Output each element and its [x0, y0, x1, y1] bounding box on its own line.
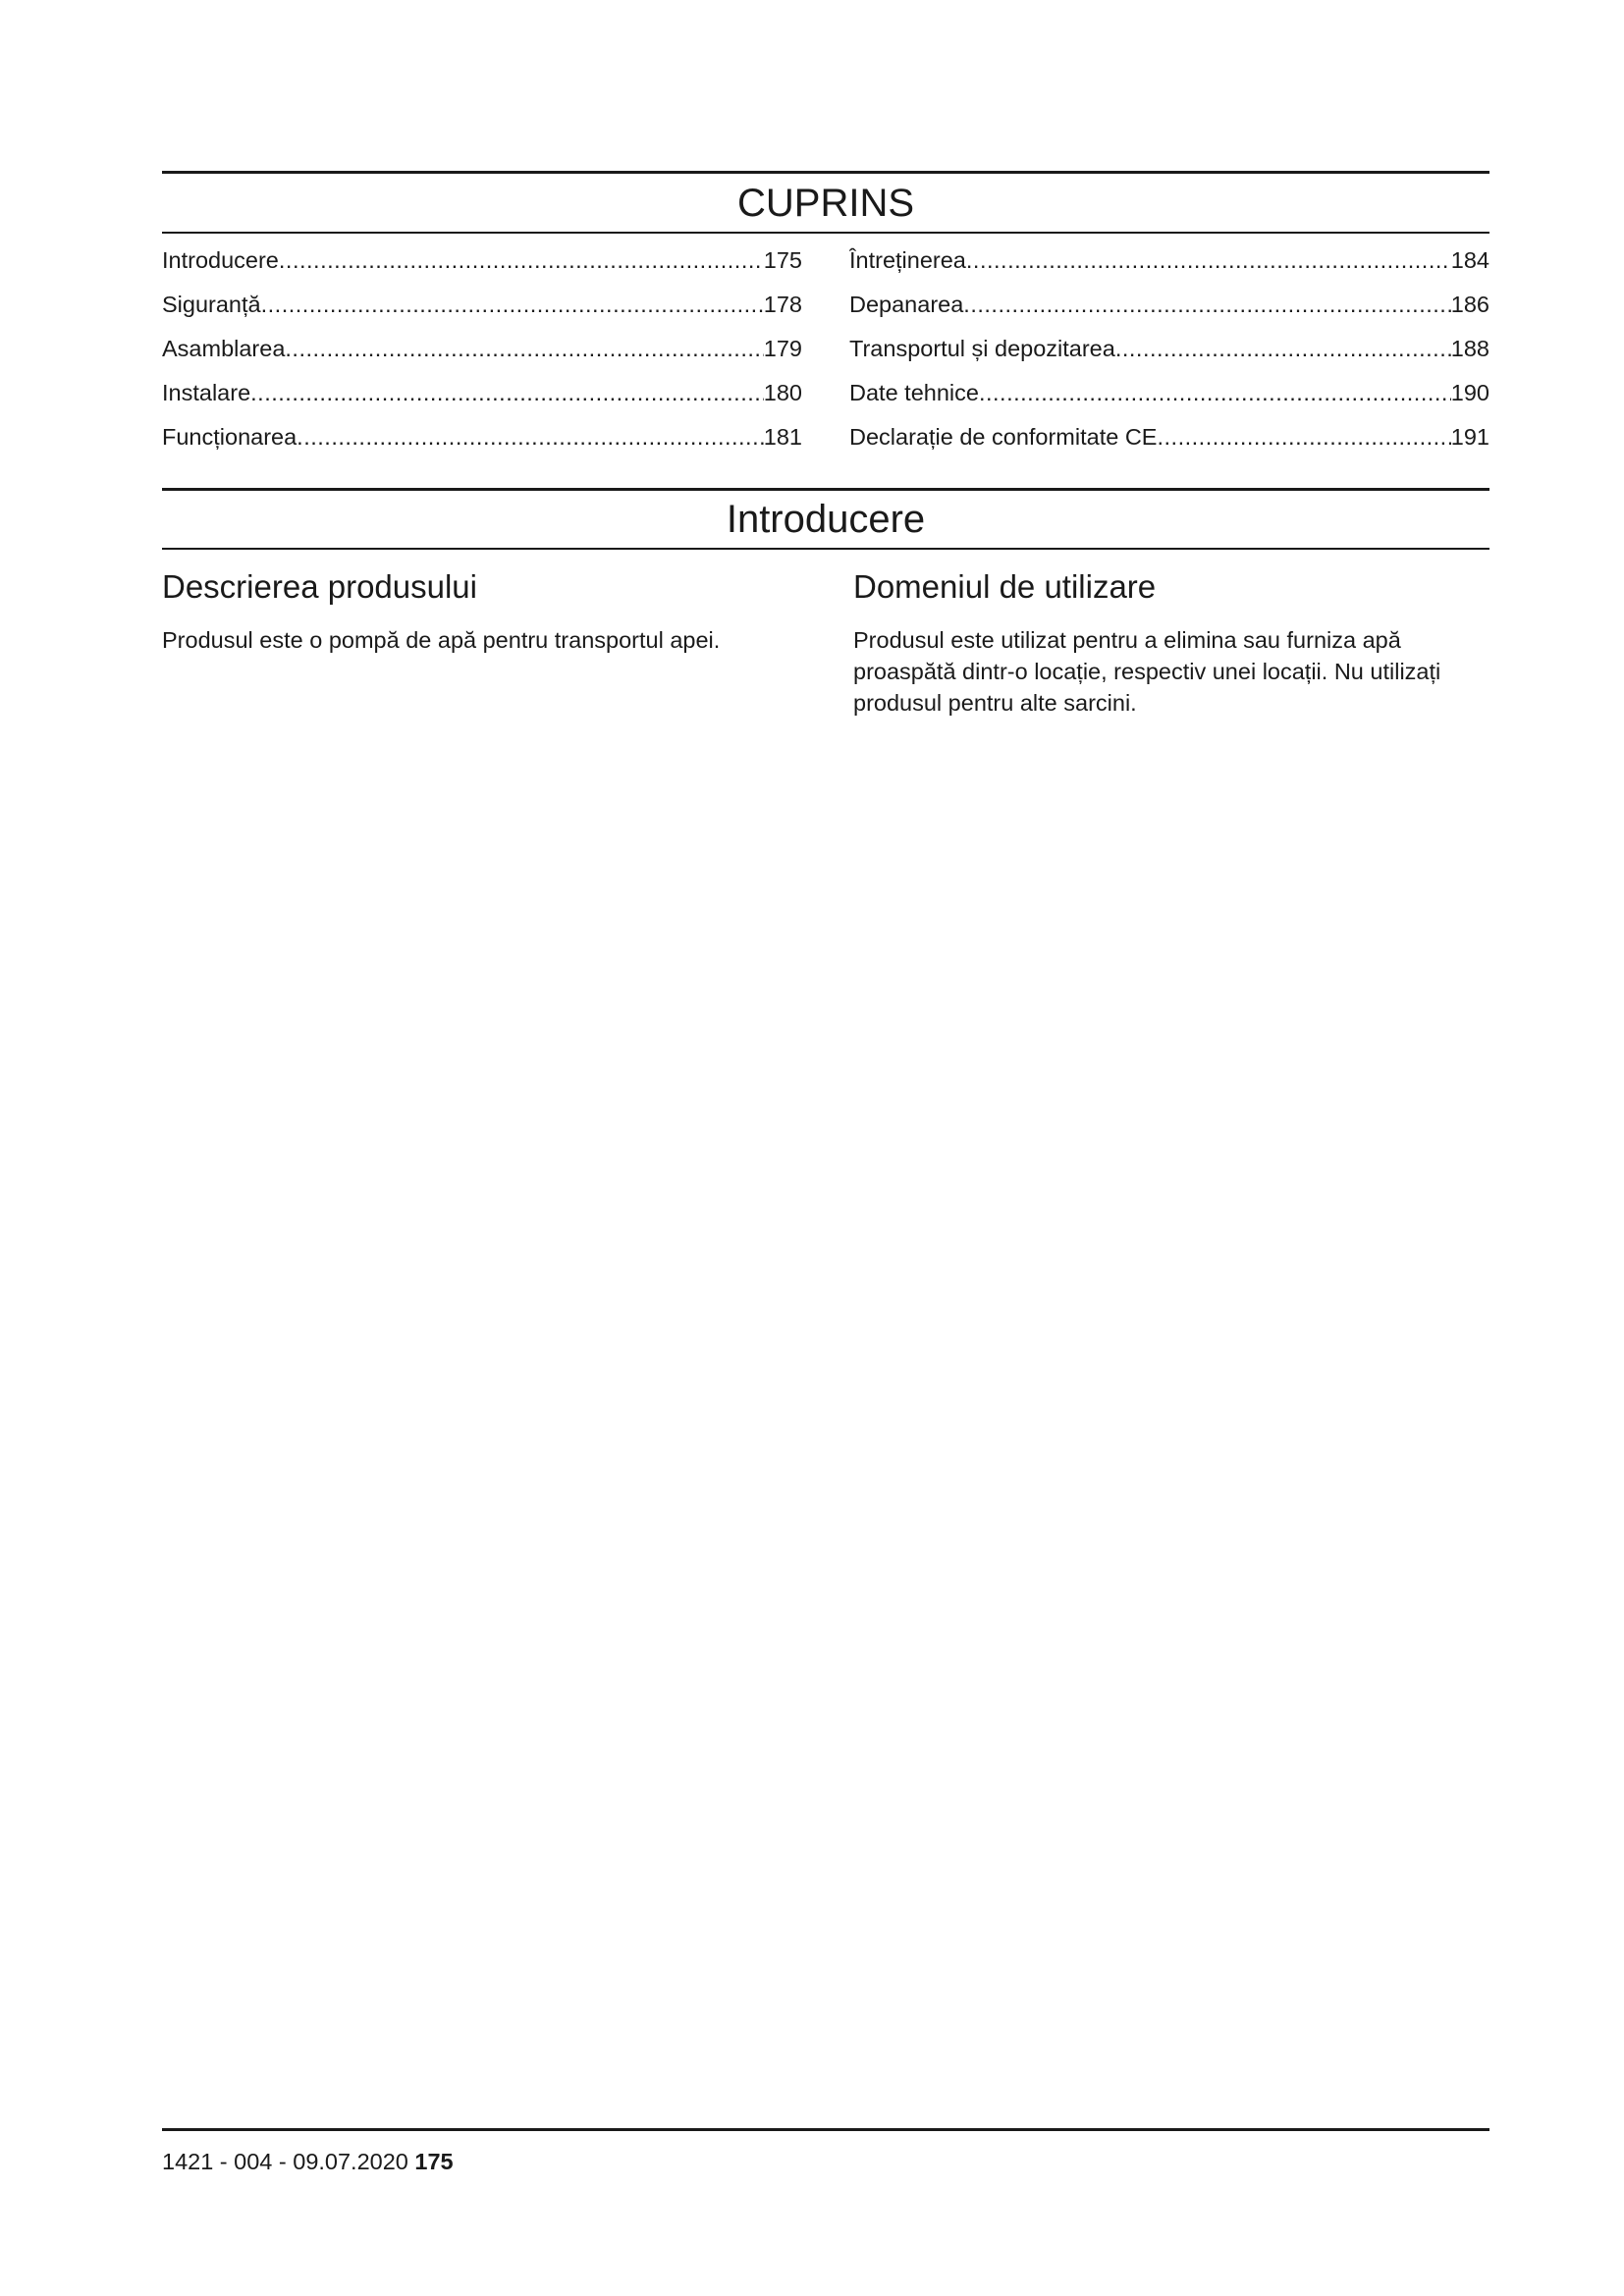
toc-leader-dots — [285, 334, 763, 363]
intro-title: Introducere — [726, 498, 926, 541]
intro-top-rule — [162, 488, 1489, 491]
toc-entry-page: 179 — [763, 336, 802, 361]
toc-entry-instalare[interactable] — [162, 378, 802, 422]
toc-entry-label: Asamblarea — [162, 336, 286, 361]
footer-rule — [162, 2128, 1489, 2131]
toc-leader-dots — [261, 290, 764, 319]
toc-leader-dots — [250, 378, 764, 407]
toc-entry-label: Depanarea — [849, 292, 964, 317]
toc-entry-depanarea[interactable] — [849, 290, 1489, 334]
toc-entry-date-tehnice[interactable] — [849, 378, 1489, 422]
table-of-contents — [162, 245, 1489, 466]
toc-entry-page: 184 — [1450, 247, 1489, 273]
toc-bottom-rule — [162, 232, 1489, 234]
product-description-text: Produsul este o pompă de apă pentru transportul apei. — [162, 627, 721, 653]
toc-entry-siguranta[interactable] — [162, 290, 802, 334]
toc-entry-transportul[interactable] — [849, 334, 1489, 378]
product-description-section — [162, 567, 810, 656]
toc-entry-page: 180 — [763, 380, 802, 405]
toc-entry-label: Introducere — [162, 247, 279, 273]
toc-entry-label: Transportul și depozitarea — [849, 336, 1115, 361]
toc-entry-label: Date tehnice — [849, 380, 979, 405]
toc-entry-declaratie[interactable] — [849, 422, 1489, 466]
toc-leader-dots — [1157, 422, 1450, 452]
toc-entry-intretinerea[interactable] — [849, 245, 1489, 290]
document-page — [162, 0, 1489, 2296]
toc-left-column — [162, 245, 802, 466]
intended-use-section — [853, 567, 1501, 719]
toc-entry-label: Funcționarea — [162, 424, 298, 450]
footer-doc-ref: 1421 - 004 - 09.07.2020 — [162, 2149, 408, 2174]
toc-right-column — [849, 245, 1489, 466]
intro-bottom-rule — [162, 548, 1489, 550]
intended-use-heading: Domeniul de utilizare — [853, 568, 1157, 605]
toc-leader-dots — [279, 245, 764, 275]
toc-entry-asamblarea[interactable] — [162, 334, 802, 378]
toc-leader-dots — [297, 422, 764, 452]
toc-top-rule — [162, 171, 1489, 174]
toc-entry-page: 186 — [1450, 292, 1489, 317]
toc-entry-page: 178 — [763, 292, 802, 317]
toc-entry-label: Declarație de conformitate CE — [849, 424, 1158, 450]
toc-entry-label: Întreținerea — [849, 247, 966, 273]
toc-entry-page: 191 — [1450, 424, 1489, 450]
toc-entry-functionarea[interactable] — [162, 422, 802, 466]
toc-title: CUPRINS — [736, 182, 915, 225]
toc-leader-dots — [1115, 334, 1451, 363]
toc-entry-introducere[interactable] — [162, 245, 802, 290]
footer-page-number: 175 — [414, 2149, 454, 2174]
toc-entry-page: 190 — [1450, 380, 1489, 405]
toc-leader-dots — [966, 245, 1451, 275]
toc-leader-dots — [979, 378, 1451, 407]
toc-entry-label: Instalare — [162, 380, 251, 405]
toc-entry-page: 188 — [1450, 336, 1489, 361]
page-footer — [162, 2147, 454, 2176]
toc-entry-page: 181 — [763, 424, 802, 450]
product-description-heading: Descrierea produsului — [162, 568, 477, 605]
intended-use-text: Produsul este utilizat pentru a elimina sau furniza apă proaspătă dintr-o locație, respectiv unei locații. Nu utilizați produsul pentru alte sarcini. — [853, 627, 1441, 716]
toc-entry-page: 175 — [763, 247, 802, 273]
toc-entry-label: Siguranță — [162, 292, 261, 317]
toc-leader-dots — [963, 290, 1450, 319]
